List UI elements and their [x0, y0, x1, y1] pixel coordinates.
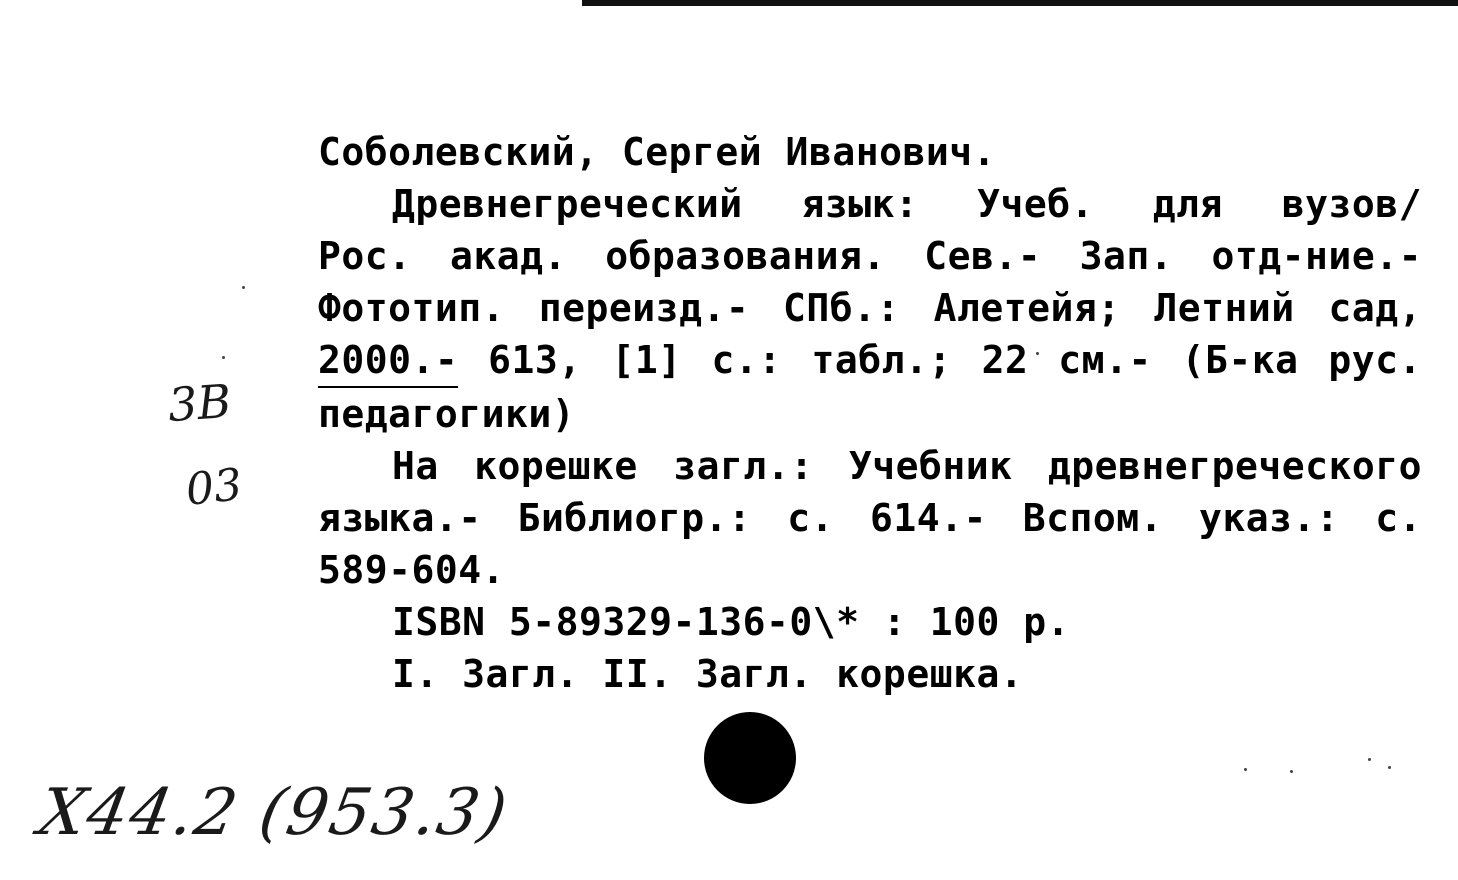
- word: Сев.-: [924, 234, 1042, 278]
- isbn-line: ISBN 5-89329-136-0\* : 100 р.: [392, 600, 1070, 644]
- scan-speck: [1036, 352, 1039, 355]
- publication-year: 2000.-: [318, 334, 458, 388]
- scan-speck: [242, 286, 245, 289]
- scan-speck: [222, 356, 225, 359]
- word: вузов/: [1281, 182, 1422, 226]
- scan-speck: [1244, 768, 1247, 771]
- handwritten-classification-code: X44.2 (953.3): [33, 776, 515, 850]
- word: отд-ние.-: [1211, 234, 1422, 278]
- note-line-1: [318, 440, 1422, 492]
- word: Учебник: [848, 444, 1013, 488]
- handwritten-mark-03: 03: [183, 459, 245, 516]
- word: Библиогр.:: [517, 496, 752, 540]
- word: На: [392, 444, 439, 488]
- title-line-1: [318, 178, 1422, 230]
- scan-speck: [1290, 770, 1293, 773]
- top-border-rule: [582, 0, 1458, 6]
- word: переизд.-: [538, 286, 750, 330]
- word: с.: [787, 496, 835, 540]
- word: 613,: [488, 338, 582, 382]
- handwritten-mark-3b: 3B: [166, 373, 233, 433]
- word: язык:: [801, 182, 919, 226]
- word: указ.:: [1198, 496, 1340, 540]
- note-line-2: [318, 492, 1422, 544]
- word: Алетейя;: [933, 286, 1121, 330]
- card-punch-hole: [704, 712, 796, 804]
- word: 614.-: [869, 496, 987, 540]
- word: акад.: [449, 234, 567, 278]
- author-heading: Соболевский, Сергей Иванович.: [318, 130, 996, 174]
- imprint-line: [318, 334, 1422, 388]
- word: сад,: [1328, 286, 1422, 330]
- word: для: [1152, 182, 1223, 226]
- word: Летний: [1154, 286, 1295, 330]
- word: СПб.:: [782, 286, 900, 330]
- word: Учеб.: [977, 182, 1095, 226]
- title-line-2: [318, 230, 1422, 282]
- word: древнегреческого: [1047, 444, 1422, 488]
- word: с.: [1375, 496, 1422, 540]
- word: (Б-ка: [1181, 338, 1299, 382]
- word: с.:: [711, 338, 782, 382]
- note-end-line: 589-604.: [318, 548, 506, 592]
- tracings-line: I. Загл. II. Загл. корешка.: [392, 652, 1024, 696]
- word: Рос.: [318, 234, 412, 278]
- word: 22: [981, 338, 1029, 382]
- series-end-line: педагогики): [318, 392, 576, 436]
- scan-speck: [1388, 766, 1391, 769]
- word: Вспом.: [1022, 496, 1164, 540]
- word: загл.:: [673, 444, 814, 488]
- word: корешке: [474, 444, 638, 488]
- catalog-card-text: [318, 126, 1422, 700]
- word: языка.-: [318, 496, 482, 540]
- word: [1]: [611, 338, 682, 382]
- word: Зап.: [1079, 234, 1174, 278]
- word: табл.;: [811, 338, 952, 382]
- scan-speck: [1368, 758, 1371, 761]
- word: образования.: [605, 234, 886, 278]
- word: Фототип.: [318, 286, 506, 330]
- word: Древнегреческий: [392, 182, 743, 226]
- word: см.-: [1058, 338, 1152, 382]
- title-line-3: [318, 282, 1422, 334]
- word: рус.: [1328, 338, 1422, 382]
